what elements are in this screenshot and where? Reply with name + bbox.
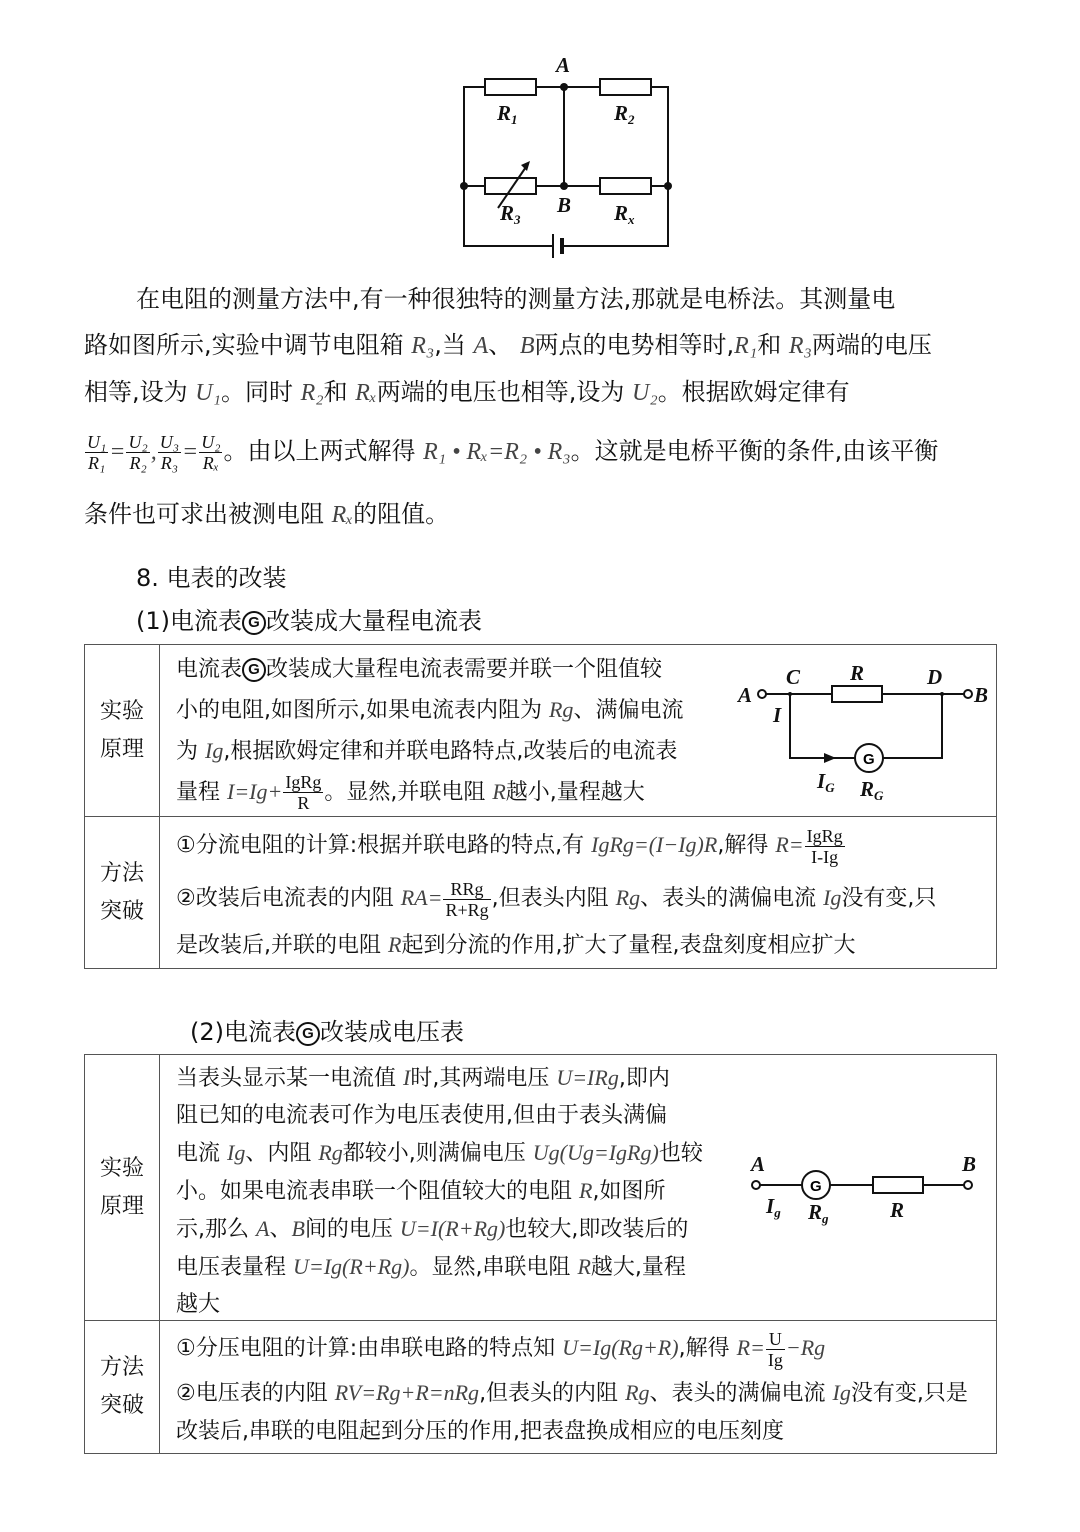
intro-line-4: $\frac{\text{U₁}}{\text{R₁}}$ = $\frac{\text{U₂}}{\text{R₂}}$ , $\frac{\text{U₃}}{\text{R₃}}$ = $\frac{\text{U₂}}{\text{Rₓ}}$ 。由以上两式解得 R₁ • Rₓ=R₂ • R₃。这就是电桥平衡的条件,由该平衡 — [87, 431, 939, 473]
ammeter-shunt-diagram — [736, 660, 989, 804]
row-head-method: 方法 突破 — [85, 817, 160, 969]
svg-text:A: A — [738, 682, 753, 707]
node-b-label: B — [557, 193, 572, 217]
fraction-u2-rx: $\frac{\text{U₂}}{\text{Rₓ}}$ — [201, 431, 221, 473]
svg-text:R: R — [890, 1197, 905, 1222]
svg-text:G: G — [863, 750, 875, 768]
row-head-principle: 实验 原理 — [85, 645, 160, 817]
r3-label: R3 — [500, 201, 521, 227]
svg-text:D: D — [927, 664, 943, 689]
svg-text:B: B — [962, 1151, 977, 1176]
svg-text:B: B — [974, 682, 989, 707]
fraction-u-ig: $\frac{U}{Ig}$ — [767, 1328, 783, 1370]
galvanometer-icon: G — [296, 1022, 320, 1046]
table-row: 方法 突破 ①分流电阻的计算:根据并联电路的特点,有 IgRg=(I−Ig)R,解得 R= $\frac{\text{IgRg}}{I-Ig}$ ②改装后电流表的内阻 RA= $\frac{\text{RRg}}{R+Rg}$ ,但表头内阻 Rg、表头的满偏电流 Ig没有变,只 是改装后,并联的电阻 R起到分流的作用,扩大了量程,表盘刻度相应扩大 — [85, 817, 997, 969]
table-row: 实验 原理 电流表 G 改装成大量程电流表需要并联一个阻值较 小的电阻,如图所示,如果电流表内阻为 Rg、满偏电流 为 Ig,根据欧姆定律和并联电路特点,改装后的电流表 量程 I=Ig+ $\frac{\text{IgRg}}{R}$ 。显然,并联电阻 R越小,量程越大 G A B C D R I IG RG — [85, 645, 997, 817]
table-ammeter-conversion — [84, 644, 997, 969]
bridge-circuit-diagram — [450, 50, 680, 260]
subsection-2-title: (2)电流表 G 改装成电压表 — [190, 1018, 464, 1046]
fraction-igrg-r: $\frac{\text{IgRg}}{R}$ — [285, 772, 322, 813]
svg-text:C: C — [786, 664, 801, 689]
section-8-title: 8. 电表的改装 — [136, 564, 287, 592]
resistor-r2 — [600, 79, 651, 95]
fraction-u1-r1: $\frac{\text{U₁}}{\text{R₁}}$ — [87, 431, 107, 473]
r2-label: R2 — [614, 101, 635, 127]
fraction-u2-r2: $\frac{\text{U₂}}{\text{R₂}}$ — [128, 431, 148, 473]
resistor-r3 — [485, 178, 536, 194]
rx-label: Rx — [614, 201, 635, 227]
galvanometer-icon: G — [242, 658, 266, 682]
svg-text:A: A — [751, 1151, 766, 1176]
table-row: 方法 突破 ①分压电阻的计算:由串联电路的特点知 U=Ig(Rg+R),解得 R= $\frac{U}{Ig}$ −Rg ②电压表的内阻 RV=Rg+R=nRg,但表头的内阻 Rg、表头的满偏电流 Ig没有变,只是 改装后,串联的电阻起到分压的作用,把表盘换成相应的电压刻度 — [85, 1321, 997, 1454]
intro-line-2: 路如图所示,实验中调节电阻箱 R₃,当 A、 B两点的电势相等时,R₁和 R₃两端的电压 — [84, 331, 932, 359]
fraction-rg-shunt: $\frac{\text{IgRg}}{I-Ig}$ — [806, 825, 843, 867]
intro-line-1: 在电阻的测量方法中,有一种很独特的测量方法,那就是电桥法。其测量电 — [136, 285, 896, 313]
resistor-r1 — [485, 79, 536, 95]
node-a-label: A — [556, 53, 571, 77]
row-head-principle: 实验 原理 — [85, 1055, 160, 1321]
intro-line-3: 相等,设为 U₁。同时 R₂和 Rₓ两端的电压也相等,设为 U₂。根据欧姆定律有 — [84, 378, 850, 406]
voltmeter-series-diagram — [748, 1151, 988, 1235]
r1-label: R1 — [497, 101, 518, 127]
svg-text:IG: IG — [817, 768, 835, 795]
galvanometer-icon: G — [242, 611, 266, 635]
svg-text:I: I — [773, 702, 782, 727]
bridge-intro-paragraph — [84, 276, 996, 538]
svg-text:Ig: Ig — [766, 1193, 781, 1220]
svg-text:Rg: Rg — [808, 1199, 829, 1226]
svg-text:G: G — [810, 1177, 822, 1195]
row-head-method: 方法 突破 — [85, 1321, 160, 1454]
svg-text:R: R — [850, 660, 865, 685]
table-row: 实验 原理 当表头显示某一电流值 I时,其两端电压 U=IRg,即内 阻已知的电流表可作为电压表使用,但由于表头满偏 电流 Ig、内阻 Rg都较小,则满偏电压 Ug(Ug=IgRg)也较 小。如果电流表串联一个阻值较大的电阻 R,如图所 示,那么 A、B间的电压 U=I(R+Rg)也较大,即改装后的 电压表量程 U=Ig(R+Rg)。显然,串联电阻 R越大,量程 越大 G A B Ig Rg R — [85, 1055, 997, 1321]
fraction-u3-r3: $\frac{\text{U₃}}{\text{R₃}}$ — [159, 431, 179, 473]
resistor-rx — [600, 178, 651, 194]
svg-text:RG: RG — [860, 776, 884, 803]
fraction-ra: $\frac{\text{RRg}}{R+Rg}$ — [445, 878, 489, 920]
subsection-1-title: (1)电流表 G 改装成大量程电流表 — [136, 607, 482, 635]
intro-line-5: 条件也可求出被测电阻 Rₓ的阻值。 — [84, 500, 450, 528]
table-voltmeter-conversion — [84, 1054, 997, 1454]
